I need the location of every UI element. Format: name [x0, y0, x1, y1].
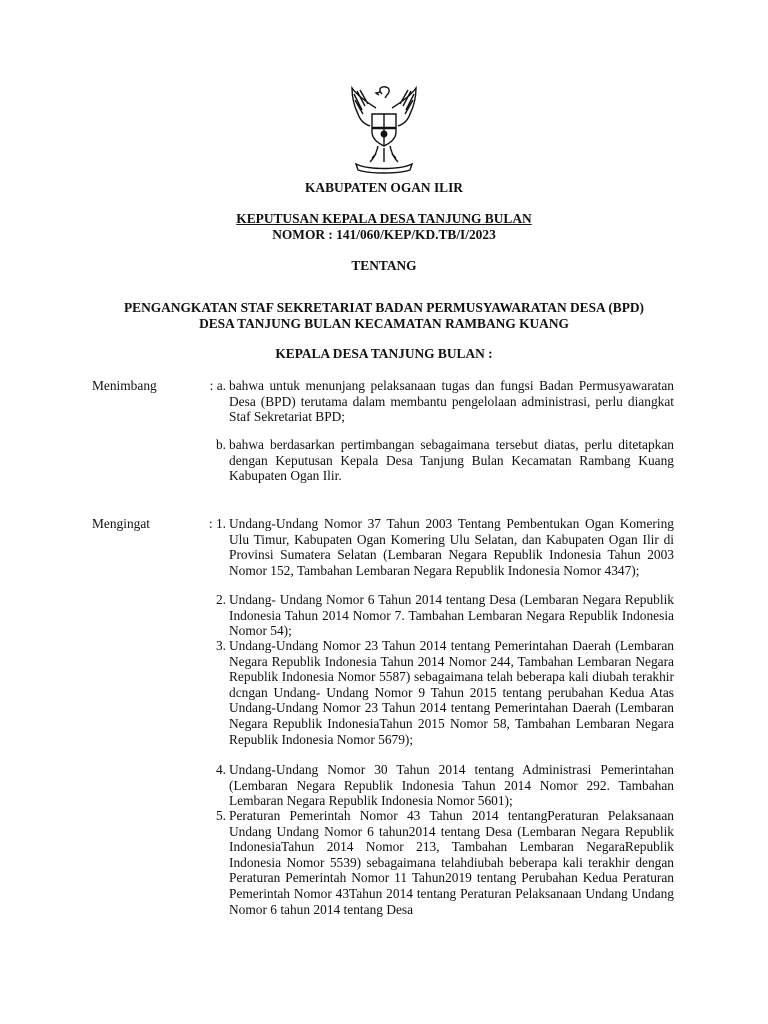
item-marker: : 1. — [208, 516, 226, 531]
item-marker: 2. — [215, 592, 226, 607]
decree-number: NOMOR : 141/060/KEP/KD.TB/I/2023 — [272, 227, 496, 242]
item-text: Peraturan Pemerintah Nomor 43 Tahun 2014 tentangPeraturan Pelaksanaan Undang Undang Nomor 6 tahun2014 tentang Desa (Lembaran Negara Republik IndonesiaTahun 2014 Nomor 213, Tambahan Lembaran NegaraRepublik Indonesia Nomor 5539) sebagaimana telahdiubah beberapa kali terakhir dengan Peraturan Pemerintah Nomor 11 Tahun2019 tentang Perubahan Kedua Peraturan Pemerintah Nomor 43Tahun 2014 tentang Peraturan Pelaksanaan Undang Undang Nomor 6 tahun 2014 tentang Desa — [229, 808, 674, 917]
issuer-heading: KEPALA DESA TANJUNG BULAN : — [275, 346, 493, 361]
subject-line-2: DESA TANJUNG BULAN KECAMATAN RAMBANG KUANG — [199, 316, 569, 331]
item-text: Undang-Undang Nomor 30 Tahun 2014 tentang Administrasi Pemerintahan (Lembaran Negara Republik Indonesia Tahun 2014 Nomor 292. Tambahan Lembaran Negara Republik Indonesia Nomor 5601); — [229, 762, 674, 809]
mengingat-label: Mengingat — [92, 516, 151, 531]
item-marker: b. — [215, 437, 226, 452]
item-marker: : a. — [209, 378, 226, 393]
item-text: bahwa untuk menunjang pelaksanaan tugas dan fungsi Badan Permusyawaratan Desa (BPD) terutama dalam membantu pengelolaan administrasi, perlu diangkat Staf Sekretariat BPD; — [229, 378, 674, 425]
about-heading: TENTANG — [351, 258, 417, 273]
decree-title: KEPUTUSAN KEPALA DESA TANJUNG BULAN — [236, 211, 532, 226]
item-marker: 4. — [215, 762, 226, 777]
item-marker: 5. — [215, 808, 226, 823]
item-text: Undang-Undang Nomor 37 Tahun 2003 Tentang Pembentukan Ogan Komering Ulu Timur, Kabupaten Ogan Komering Ulu Selatan, dan Kabupaten Ogan Ilir di Provinsi Sumatera Selatan (Lembaran Negara Republik Indonesia Tahun 2003 Nomor 152, Tambahan Lembaran Negara Republik Indonesia Nomor 4347); — [229, 516, 674, 578]
item-text: Undang- Undang Nomor 6 Tahun 2014 tentang Desa (Lembaran Negara Republik Indonesia Tahun 2014 Nomor 7. Tambahan Lembaran Negara Republik Indonesia Nomor 54); — [229, 592, 674, 639]
item-text: bahwa berdasarkan pertimbangan sebagaimana tersebut diatas, perlu ditetapkan dengan Keputusan Kepala Desa Tanjung Bulan Kecamatan Rambang Kuang Kabupaten Ogan Ilir. — [229, 437, 674, 484]
emblem-icon — [342, 84, 426, 176]
item-marker: 3. — [215, 638, 226, 653]
subject-line-1: PENGANGKATAN STAF SEKRETARIAT BADAN PERMUSYAWARATAN DESA (BPD) — [123, 300, 645, 315]
item-text: Undang-Undang Nomor 23 Tahun 2014 tentang Pemerintahan Daerah (Lembaran Negara Republik Indonesia Tahun 2014 Nomor 244, Tambahan Lembaran Negara Republik Indonesia Nomor 5587) sebagaimana telah beberapa kali diubah terakhir dcngan Undang- Undang Nomor 9 Tahun 2015 tentang perubahan Kedua Atas Undang-Undang Nomor 23 Tahun 2014 tentang Pemerintahan Daerah (Lembaran Negara Republik IndonesiaTahun 2015 Nomor 58, Tambahan Lembaran Negara Republik Indonesia Nomor 5679); — [229, 638, 674, 747]
regency-title: KABUPATEN OGAN ILIR — [305, 180, 463, 195]
menimbang-label: Menimbang — [92, 378, 157, 393]
